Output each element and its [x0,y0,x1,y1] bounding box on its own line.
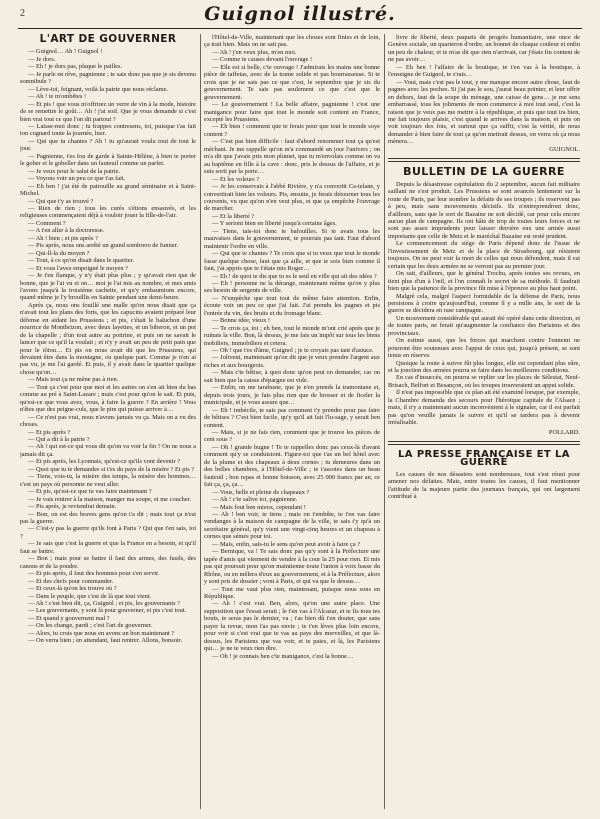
paragraph: — Alors, tu crois que nous en avons un bon maintenant ? [28,629,175,637]
presse-article-body [388,471,580,501]
paragraph: — Oh ! que t'es d'âme, Guignol ; je te croyais pas tant d'astuce. [212,347,374,355]
column-3 [388,34,580,809]
paragraph: Quoique la route à suivre fût plus longue, elle est cependant plus sûre, et la jonction des armées pourra se faire dans les meilleures conditions. [388,359,580,375]
paragraph: l'Hôtel-de-Ville, maintenant que les choses sont finies et de loin, ça irait bien. Mais on ne sait pas. [204,34,380,49]
paragraph: — Et ceux-là qu'on les trouve où ? [28,585,117,593]
paragraph: — Je t'en flanque, y n'y était plus plus ; y qu'avait rien que de bonne, que je l'ai vu et on… moi je l'ai mis au nombre, et mes amis l'avons jusqu'à la troisième cachette, et qu'y embaumions encore, quand même je l'y brouillis en Sainte pendant une demi-heure. [20,272,196,302]
paragraph: — Enfin, on me tarabuste, que je n'en prends la tramontane et, depuis trois jours, je fais plus rien que de brosser et de ficeler la municipale, et je vous assure que… [204,384,380,407]
paragraph: — Tout ça c'est pour que moi et les autres on s'en ait bien du bas comme au pré à Saint-Lazare ; mais c'est pour qu'on le sait. Et puis, qu'est-ce que vous avez, vous, à faire la guerre ? En arrière ! Vous n'êtes que des peigne-culs, que le pire qui puisse arriver à… [20,383,196,414]
paragraph: — Bernique, va ! Te sais donc pas qu'y sont à la Préfecture une tapée d'amis qui viennent de vendre à la cour la 25 pour rien. Et mis pas qui poursuit pour qu'on maintienne toute l'union à voix basse du Rhône, ou en mêlera d'eux au gouvernement, et à la Préfecture, alors y sont pris de dossier ; vont à Paris, et qui va que le dessus… [204,548,380,586]
guignol-article-end [388,34,580,153]
bulletin-signature: POLLARD. [548,428,580,436]
paragraph: — Tout me vaut plus rien, maintenant, puisque nous sons en République. [204,585,380,600]
paragraph: — Bon, on est des braves gens qu'on t'a dit ; mais tout ça n'est pas la guerre. [20,510,196,525]
paragraph: — Mais c'te bêtise, à quoi donc qu'on peut en demander, car on sait bien que la caisse d'épargne est vide. [204,369,380,384]
paragraph: — Eh ben ! j'ai été de patrouille au grand séminaire et à Saint-Michel. [20,182,196,198]
paragraph: — Voui, mais c'est pas le tout, y me manque encore autre chose, faut de pagnes avec les poches. Si j'ai pas le sou, j'aurai beau pointer, et leur offrir en dehors, faut de la soupe du ménage, une caisse de gens… je me sens embarrassé, tous les joliments de mon commerce à moi tout seul, c'est la raison que je veux pas me mettre à la république, et puis que tout ira bien, me fait toujours plaisir, c'est quand te arrives dans la maison, et puis on voit toujours des fois, et surtout que ça suffit, c'est la vérité, de nous demander à bien faire de tout ça qu'on mettrait dessus, on verra où ça nous mènera… [388,78,580,146]
paragraph: — N'empêche que tout tout de même faire attention. Enfin, écoute voir un peu ce que j'ai fait. J'ai prendu les pagnes et pis l'entrée du vin, des bruits et du fromage blanc. [204,294,380,317]
column-divider-1 [200,34,201,809]
paragraph: — Et pis, qu'est-ce que tu vas faire maintenant ? [28,488,152,496]
paragraph: — Tiens, tais-toi donc te bafouilles. Si te avais tous les mauvaises dans le gouvernement, te pourrais pas tant. Faut d'abord maintenir l'ordre en ville. [204,227,380,250]
paragraph: Le commencement du siège de Paris dépend donc de l'issue de l'investissement de Metz et de la place de Strasbourg, qui résistent toujours. On ne peut voir la mort de celles qui nous défendent, mais il est certain que les deux armées ne se verront pas au premier jour. [388,240,580,270]
newspaper-title: Guignol illustré. [204,3,396,25]
paragraph: — Eh ben ! l'affaire de la boutique, te t'en vas à la boutique, à l'enseigne de Guignol, te s'rais… [388,63,580,79]
paragraph: — Et les voleurs ? [212,175,260,183]
paragraph: Il n'est pas impossible que ce plan ait été examiné lorsque, par exemple, la Chambre demanda des secours pour l'héroïque capitale de l'Alsace ; mais, il n'y a maintenant aucun inconvénient à le signaler, car il est parfait pas qu'on veuille jamais le suivre et qu'il se tardera pas à devenir irréalisable. [388,389,580,427]
paragraph: — Ce n'est pas vrai, nous n'avons jamais vu ça. Mais on a vu des choses. [20,413,196,429]
paragraph: — Qui-ll-la du moyen ? [28,249,90,257]
paragraph: — Comment ? [28,219,66,227]
paragraph: — Bon ; mais pour se battre il faut des armes, des fusils, des canons et de la poudre. [20,555,196,570]
paragraph: — Ah ! c'est bien dit, ça, Guignol ; et pis, les gouvernants ? [28,599,181,607]
paragraph: — On les change, pardi ; c'est l'art de gouverner. [28,622,153,630]
paragraph: — On verra bien ; en attendant, faut rentrer. Allons, bonsoir. [28,637,183,645]
paragraph: — Eh ! personne ne la dérange, maintenant même qu'on y plus ses besoin de sergents de ville. [204,279,380,295]
paragraph: — Ah ! c'est vrai. Ben, alors, qu'on une autre place. Une supposition que l'essai serait ; le t'en vas à l'Alcazar, et te fis tous tes bouts, te seras pas le dernier, va ; t'as bien dû t'en douter, que sans payer la revue, mon t'as pas envie ; te t'en lèves plus loin encore, pour voir si c'est vrai que te vas au pays des merveilles, et que là-dessus, les Parisiens que vas voir, et te paies, et là, les Parisiens qui… je ne te veux rien dire. [204,600,380,653]
paragraph: — Jolivent, maintenant qu'on dit que je veux prendre l'argent aux riches et aux bourgeois. [204,354,380,369]
paragraph: Les causes de nos désastres sont nombreuses, tout s'est réuni pour amener nos défaites. Mais, entre toutes les causes, il faut mentionner l'attitude de la majeure partie des journaux français, qui ont largement contribué à [388,471,580,501]
paragraph: — Le gouvernement ! La belle affaire, pagnienne ! c'est une manigance pour faire que tout le monde soit content en France, excepté les Prussiens. [204,101,380,123]
paragraph: — Ah ! qui est-ce qui vous dit qu'on va voir la fin ? On ne nous a jamais dit ça. [20,443,196,458]
paragraph: — Ah ! bien ; et pis après ? [28,234,98,242]
paragraph: — Mais, enfin, sais-tu le sens qu'on peut avoir à faire ça ? [212,540,361,548]
paragraph: — Et quand y gouvernent mal ? [28,614,110,622]
paragraph: — Ah ! te m'ombêtes ! [28,93,87,101]
paragraph: — Je les conservais à l'abbé Rivière, y n'a convertit Ca-telane, y convertirait bien les voleurs. Pis, ensuite, je ferais détourner tous les couvents, vu que qu'on n'en veut plus, et que ça empêche l'ouvrage de marcher. [204,183,380,213]
paragraph: — Pis après, je reviendrai demain. [28,503,117,511]
paragraph: — Je parle en rêve, pagnienne ; te sais donc pas que je sis devenu somnibule ? [20,70,196,86]
column-1 [20,34,196,809]
masthead [0,0,600,28]
page-number: 2 [20,8,25,19]
paragraph: — Et pis après, il faut des hommes pour s'en servir. [28,570,160,578]
paragraph: — Qui a dit à la patrie ? [28,436,90,444]
paragraph: — Eh bien ! comment que te ferais pour que tout le monde soye content ? [204,123,380,138]
paragraph: — Qui que tu chantes ? Ah ! tu qu'aurait voulu tout de tout le jour. [20,137,196,153]
paragraph: — Pis après, nous ons arrêté un grand sombrero de fumier. [28,242,179,250]
column-divider-2 [384,34,385,809]
paragraph: — Et pis après ? [28,428,71,436]
paragraph: — Eh ! imbécile, te sais pas comment t'y prendre pour pas faire de bêtises ? C'est bien facile, qu'y qu'il ait fait l'lu-sage, y serait ben content. [204,406,380,429]
paragraph: — Qui que t'y as trouvé ? [28,197,94,205]
paragraph: — Rien de rien ; tous les curés s'étions ensauvés, et les religieuses commençaient déjà à vouloir jouer la fille-de-l'air. [20,204,196,220]
paragraph: livre de liberté, deux paquets de progrès humanitaire, une once de Genève sociale, un quarteron d'ordre, un bonnet de chaque couleur et enfin un peu de chaleur, et te m'as dit que rien n'arrivait, car j'étais fin content de ne pas avoir… [388,34,580,64]
paragraph: — Qui que te chantes ? Te crois que si tu veux que tout le monde fasse quelque chose, faut que ça aille, et que te sois bien comme il faut, j'ai appris que te t'étais mis Roger… [204,250,380,273]
paragraph: — Pagnienne, t'es fou de garde à Sainte-Hélène, à bien te porter le gober et le gobeller dans un fauteuil comme un parfet. [20,152,196,168]
paragraph: — Mais fout ben mieux, cependant ! [212,503,306,511]
paragraph: — Vous, belle et pleine de chapeaux ? [212,488,310,496]
paragraph: — Mais, si je ne fais rien, comment que je trouve les pièces de cent sous ? [204,429,380,444]
paragraph: On estime aussi, que les forces qui marchent contre l'ennemi ne pourront être soutenues avec l'appui de ceux qui, jusqu'à présent, se sont tenus en réserve. [388,337,580,360]
paragraph: — Elle est si belle, c'te ouvrage ! J'admirais les mains une bonne pièce de taffetas, avec de la trame solide et pas bourrasseuse. Si te crois que je ne sais pas ce que c'est, le septembre que je sis du gouvernement. Te sais pas seulement ce que c'est que le gouvernement. [204,63,380,101]
paragraph: — Je dors. [28,55,56,63]
paragraph: — Y seriont bien en liberté jusqu'à certains âges. [212,220,337,228]
paragraph: — Ah ! j'en veux plus, m'en moi. [212,48,297,56]
paragraph: — Bonne idée, vieux ! [212,317,271,325]
paragraph: Un mouvement considérable qui aurait été opéré dans cette direction, et de toutes parts, ne ferait qu'augmenter la confiance des Parisiens et des provinciaux. [388,314,580,337]
paragraph: — Mais tout ça ne mène pas à rien. [28,376,119,384]
paragraph: — Eh ! je dors pas, plaque le pailles. [28,63,123,71]
paragraph: Depuis la désastreuse capitulation du 2 septembre, aucun fait militaire saillant ne s'est produit. Les Prussiens se sont avancés lentement sur la route de Paris, par leur nombre la défaite de ses troupes ; ils reservent pas à peu, mais sans mouvements décisifs. Ils n'entreprendront donc, d'ailleurs, sans que le sort de Bazaine ne soit décidé, car pour cela encore aucun plan de campagne. Ils ont hâte de trop de toutes leurs forces et ne sont pas assez imprudents pour laisser derrière eux une armée aussi importante que celle de Metz et le maréchal Bazaine est resté prudent. [388,180,580,240]
paragraph: — Tiens, vois-tu, la misère des temps, la misère des hommes… c'est un pays où personne ne veut aller. [20,473,196,488]
paragraph: — Ah ! c'te salive toi, pagnienne. [212,496,298,504]
paragraph: — Comme te causes devant l'ouvrage ! [212,56,313,64]
section-separator [388,158,580,162]
paragraph: En cas d'insuccès, on pourra se replier sur les places de Sélestat, Neuf-Brisach, Belfort et Besançon, où les troupes trouveraient un appui solide. [388,374,580,389]
paragraph: On sait, d'ailleurs, que le général Trochu, après toutes ses revues, en tient plus d'un à l'œil, et l'on connaît le secret de sa méthode. Il faudrait bien que la patience de la province fût mise à l'épreuve au plus haut point. [388,270,580,293]
paragraph: — Je veux pour le salut de la patrie. [28,167,121,175]
paragraph: Malgré cela, malgré l'aspect formidable de la défense de Paris, nous persistons à croire qu'aujourd'hui, comme il y a mille ans, le sort de la guerre se décidera en rase campagne. [388,292,580,315]
paragraph: — A t'en aller à la doctoresse. [28,227,105,235]
guignol-headline: L'ART DE GOUVERNER [39,34,177,45]
paragraph: — Je vais rentrer à la maison, manger ma soupe, et me coucher. [28,495,192,503]
guignol-signature: GUIGNOL. [549,145,580,153]
paragraph: — Je sais que c'est la guerre et que la France en a besoin, et qu'il faut se battre. [20,540,196,555]
presse-headline: LA PRESSE FRANÇAISE ET LA GUERRE [398,449,570,468]
bulletin-headline: BULLETIN DE LA GUERRE [403,165,565,179]
column-2 [204,34,380,809]
paragraph: — Ah ! ben voir, te tiens ; mais on t'embête, te t'en vas faire vendanges à la maison de campagne de la ville, te sais t'y qu'à un secrétaire général, qu'y vient une vingt-cinq heures et un chapeau à cornes que sèmes pour toi. [204,511,380,541]
paragraph: — Et pis après, les Lyonnais, qu'est-ce qu'ils vont devenir ? [28,458,181,466]
paragraph: — Et la liberté ? [212,212,255,220]
paragraph: — Eh ! de quoi te dis que tu es le seul en ville qui ait des idées ? [212,272,377,280]
paragraph: — Te crois ça, toi ; eh ben, tout le monde m'ont crié après que je ruinais la ville. Bon, là dessus, je me fais un impôt sur tous les biens mobiliers, immobiliers et cetera. [204,324,380,347]
paragraph: — Dans le peuple, que c'est de là que tout vient. [28,592,152,600]
paragraph: — Voyons voir un peu ce que t'as fait. [28,175,126,183]
paragraph: — Les gouvernants, y sont là pour gouverner, et pis c'est tout. [28,607,187,615]
paragraph: — Oh ! je connais ben c'te manigance, c'est la bonne… [212,652,354,660]
paragraph: — Et vous l'avez empoigné le moyen ? [28,264,129,272]
section-separator-2 [388,441,580,445]
paragraph: Après ça, nous ons fouillé une malle qu'on nous disait que ça n'avait tout les plans des forts, que les capucins avaient préparé leur défense en aidant les Prussiens ; et pis, c'était le baluchon d'une nourrice de Montbrizon, avec deux layettes, et un biberon, et un pot de la chapelle ; d'un tout autre au poitrine, et puis on ne savait le lancer que ce qu'il la voulait ; et n'y y avait un peu de petit pain que pour le tôtou… Et pis on nous avait dit que les Prussiens, qui devaient être dans la montagne, ou quelque part. Comme je n'en ai pas vu, je me l'ai gardé. Et puis, il y avait dans le quartier quelque chose qu'on… [20,301,196,376]
masthead-rule [18,28,582,29]
paragraph: — Laisse-moi donc ; tu frappes contresens, toi, puisque t'as fait ton cognard toute la journée, hier. [20,122,196,138]
paragraph: — Quoi que tu te demandes si t'es du pays de la misère ? Et pis ? [28,465,195,473]
paragraph: — Oh ! grande bugne ! Te te rappelles donc pas ceux-là d'avant comment qu'y se conduisiont. Figure-toi que t'as un bel hôtel avec de la plume et des chapeaux à deux cornes ; tu demeures dans un des belles chambres, à l'Hôtel-de-Ville ; te t'assoies dans un beau fauteuil ; bon repas et bonne boisson, avec 25 000 francs par an, ce fait ça, ça, ça… [204,443,380,489]
paragraph: — C'est-y pas la guerre qu'ils font à Paris ? Qui que t'en sais, toi ? [20,525,196,540]
paragraph: — C'est pas bien difficile : faut d'abord renommer tout ça qu'est méchant. Je me rappelle qu'on m'a commandé un jour l'univers ; on m'a dit que j'avais pris mon plumet, que tu m'envolais comme on va au baptême en fille à la cave : donc, pris le dessus de l'affaire, et je suis sorti par la porte… [204,138,380,176]
guignol-article-continued [204,34,380,660]
paragraph: — Guignol… Ah ! Guignol ! [28,48,103,56]
paragraph: — Tout, à ce qu'on disait dans le quartier. [28,257,135,265]
bulletin-article-body [388,181,580,427]
paragraph: — Et des chefs pour commander. [28,577,114,585]
paragraph: — Lève-toi, feignant, voilà la patrie que nous réclame. [28,85,169,93]
paragraph: — Et pis ! que vous m'offrirez un verre de vin à la mode, histoire de se remettre le goût… Ah ! j'ai soif. Que je vous demande si c'est bien vrai tout ce que l'on dit partout ? [20,100,196,123]
guignol-article-body [20,48,196,644]
